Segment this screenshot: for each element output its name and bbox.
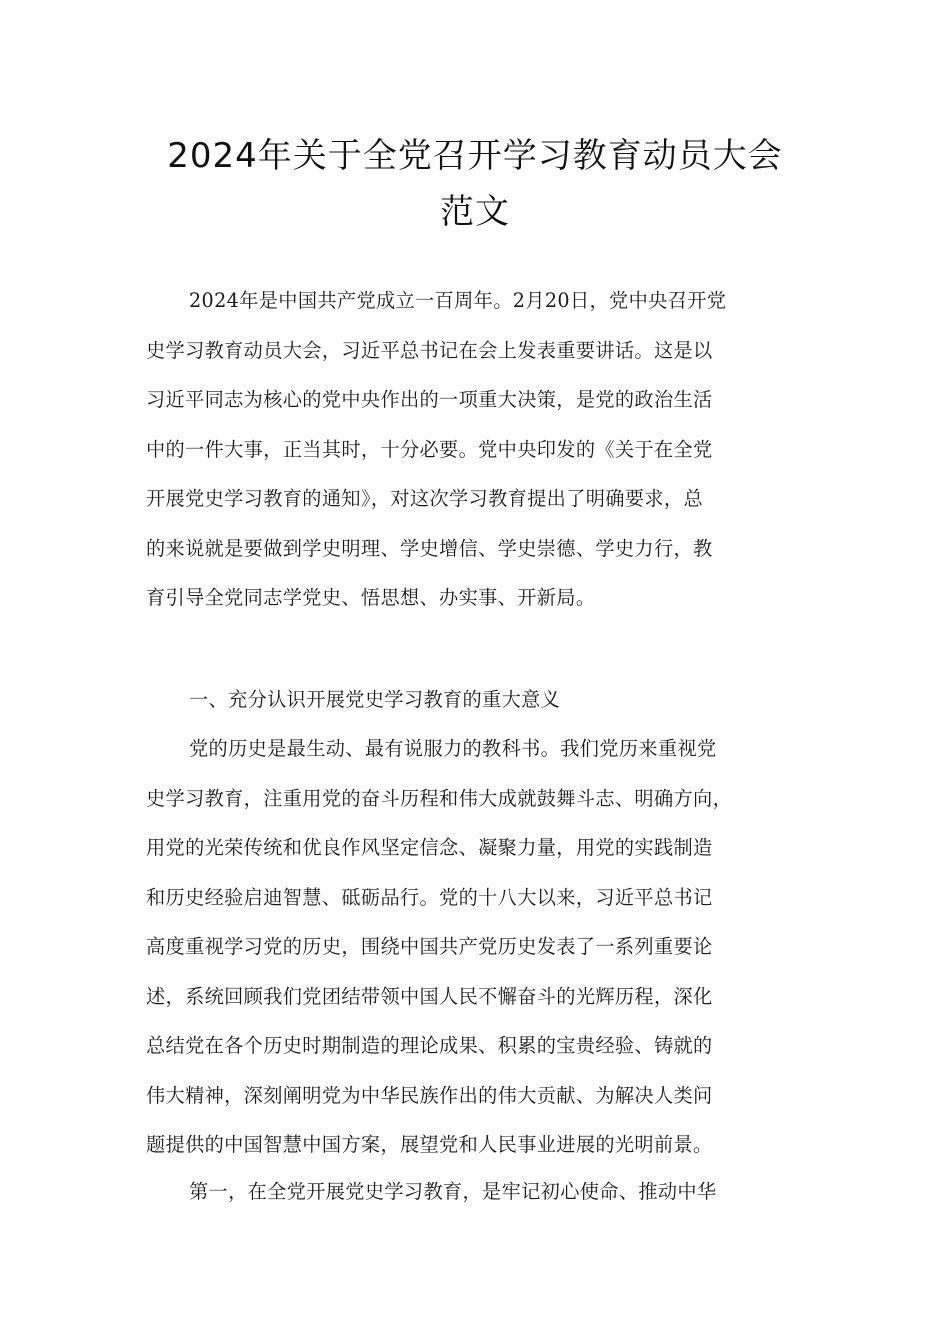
title-line: 范文 [440, 192, 510, 232]
section-paragraph [146, 1167, 806, 1217]
section-heading [146, 675, 806, 725]
section-heading-text: 一、充分认识开展党史学习教育的重大意义 [189, 688, 561, 711]
paragraph-line: 史学习教育动员大会，习近平总书记在会上发表重要讲话。这是以 [146, 338, 713, 362]
document-title [100, 128, 850, 240]
intro-paragraph [146, 276, 806, 623]
paragraph-line: 习近平同志为核心的党中央作出的一项重大决策，是党的政治生活 [146, 388, 713, 411]
paragraph-line: 和历史经验启迪智慧、砥砺品行。党的十八大以来，习近平总书记 [146, 885, 713, 909]
paragraph-line: 伟大精神，深刻阐明党为中华民族作出的伟大贡献、为解决人类问 [146, 1083, 713, 1107]
paragraph-line: 第一，在全党开展党史学习教育，是牢记初心使命、推动中华 [189, 1180, 717, 1203]
paragraph-line: 史学习教育，注重用党的奋斗历程和伟大成就鼓舞斗志、明确方向， [146, 786, 733, 810]
paragraph-line: 育引导全党同志学党史、悟思想、办实事、开新局。 [146, 586, 596, 609]
paragraph-line: 高度重视学习党的历史，围绕中国共产党历史发表了一系列重要论 [146, 935, 713, 958]
paragraph-line: 总结党在各个历史时期制造的理论成果、积累的宝贵经验、铸就的 [146, 1034, 713, 1057]
paragraph-line: 述，系统回顾我们党团结带领中国人民不懈奋斗的光辉历程，深化 [146, 984, 713, 1008]
paragraph-line: 中的一件大事，正当其时，十分必要。党中央印发的《关于在全党 [146, 437, 713, 461]
paragraph-line: 题提供的中国智慧中国方案，展望党和人民事业进展的光明前景。 [146, 1133, 713, 1156]
title-line: 2024年关于全党召开学习教育动员大会 [167, 136, 783, 176]
section-paragraph [146, 724, 806, 1170]
paragraph-line: 开展党史学习教育的通知》，对这次学习教育提出了明确要求，总 [146, 487, 703, 510]
paragraph-line: 党的历史是最生动、最有说服力的教科书。我们党历来重视党 [189, 737, 717, 760]
paragraph-line: 2024年是中国共产党成立一百周年。2月20日，党中央召开党 [189, 289, 727, 312]
paragraph-line: 的来说就是要做到学史明理、学史增信、学史崇德、学史力行，教 [146, 536, 713, 560]
paragraph-line: 用党的光荣传统和优良作风坚定信念、凝聚力量，用党的实践制造 [146, 836, 713, 859]
